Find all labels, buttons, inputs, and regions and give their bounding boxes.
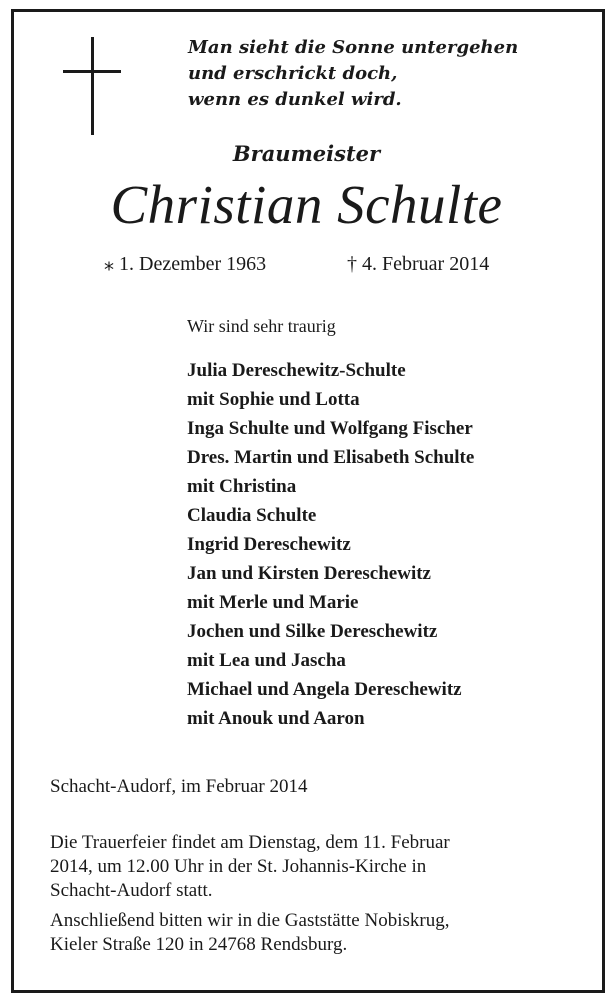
ceremony-line: 2014, um 12.00 Uhr in der St. Johannis-Kirche in (50, 856, 427, 877)
motto (188, 35, 518, 113)
mourning-statement: Wir sind sehr traurig (187, 316, 336, 336)
mourner-line: Dres. Martin und Elisabeth Schulte (187, 447, 475, 468)
birth-date: ⁎ 1. Dezember 1963 (104, 253, 267, 275)
motto-line: und erschrickt doch, (188, 63, 398, 84)
motto-line: wenn es dunkel wird. (188, 89, 402, 110)
mourner-line: Julia Dereschewitz-Schulte (187, 360, 406, 381)
mourner-line: mit Anouk und Aaron (187, 708, 365, 729)
mourner-line: mit Merle und Marie (187, 592, 359, 613)
mourners-list (187, 356, 474, 733)
reception-line: Anschließend bitten wir in die Gaststätte Nobiskrug, (50, 910, 450, 931)
deceased-name: Christian Schulte (110, 174, 503, 235)
ceremony-line: Die Trauerfeier findet am Dienstag, dem 11. Februar (50, 832, 450, 853)
mourner-line: Inga Schulte und Wolfgang Fischer (187, 418, 473, 439)
place-and-date: Schacht-Audorf, im Februar 2014 (50, 776, 308, 797)
mourner-line: Jochen und Silke Dereschewitz (187, 621, 438, 642)
deceased-title: Braumeister (232, 141, 381, 166)
mourner-line: mit Sophie und Lotta (187, 389, 360, 410)
funeral-notice (50, 831, 570, 957)
ceremony-line: Schacht-Audorf statt. (50, 880, 213, 901)
cross-vertical-bar (91, 37, 94, 135)
death-date: † 4. Februar 2014 (347, 253, 490, 275)
mourner-line: Claudia Schulte (187, 505, 317, 526)
reception-line: Kieler Straße 120 in 24768 Rendsburg. (50, 934, 348, 955)
mourner-line: Michael und Angela Dereschewitz (187, 679, 462, 700)
mourner-line: Jan und Kirsten Dereschewitz (187, 563, 431, 584)
cross-horizontal-bar (63, 70, 121, 73)
mourner-line: mit Christina (187, 476, 297, 497)
mourner-line: Ingrid Dereschewitz (187, 534, 351, 555)
motto-line: Man sieht die Sonne untergehen (188, 37, 519, 58)
mourner-line: mit Lea und Jascha (187, 650, 346, 671)
